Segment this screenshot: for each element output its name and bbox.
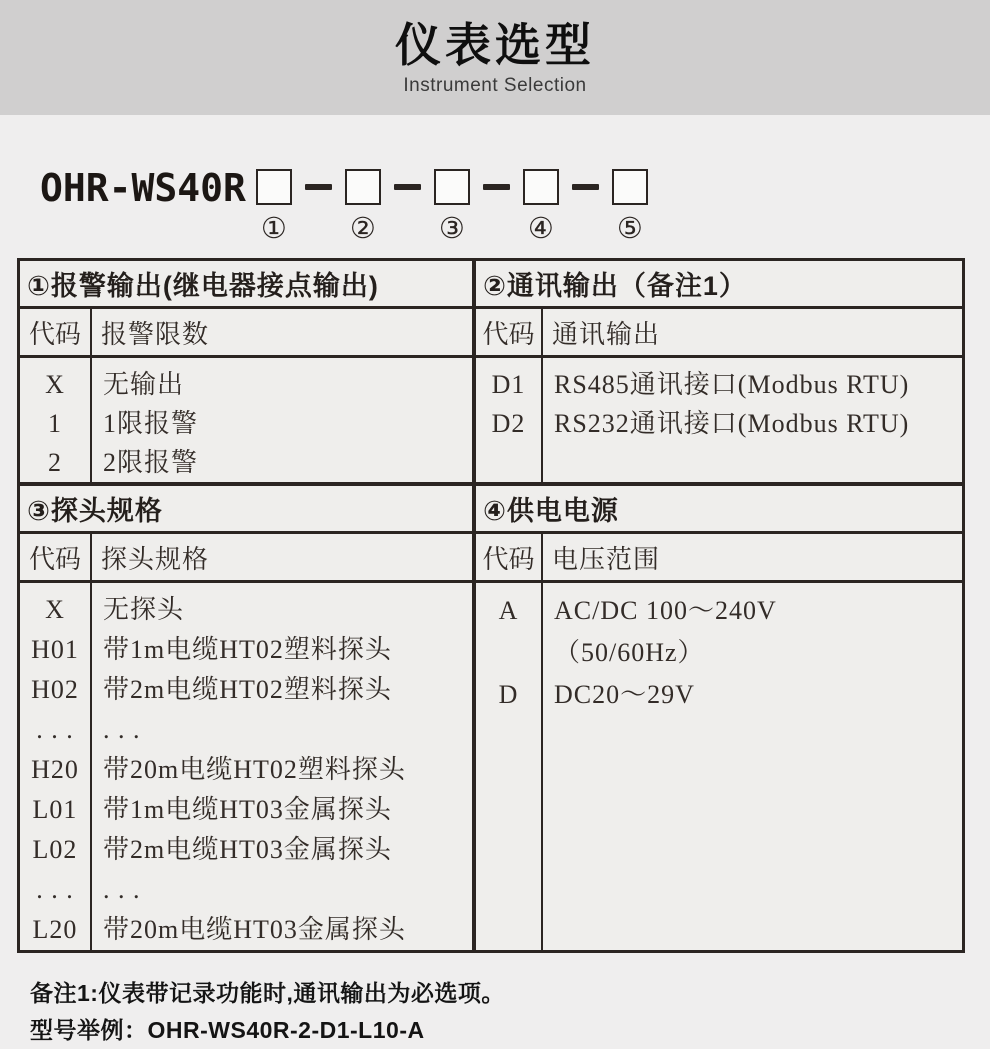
model-box-unit-2 xyxy=(345,169,381,244)
model-example: 型号举例：OHR-WS40R-2-D1-L10-A xyxy=(30,1017,425,1043)
model-box-unit-5 xyxy=(612,169,648,244)
column-header-desc: 探头规格 xyxy=(101,544,210,574)
subheader-comm xyxy=(476,309,962,358)
model-prefix: OHR-WS40R xyxy=(40,166,246,210)
row-code xyxy=(476,632,541,674)
row-desc: 带1m电缆HT03金属探头 xyxy=(103,795,392,824)
model-box-2 xyxy=(345,169,381,205)
section-header-alarm: ①报警输出(继电器接点输出) xyxy=(20,261,472,309)
footer-notes xyxy=(30,975,990,1049)
dash-separator xyxy=(394,184,421,190)
row-desc: . . . xyxy=(103,875,141,904)
position-label-3: ③ xyxy=(438,213,465,245)
model-box-4 xyxy=(523,169,559,205)
row-code: H02 xyxy=(31,675,79,704)
section-comm-output xyxy=(476,261,962,482)
row-desc: . . . xyxy=(103,715,141,744)
row-code: X xyxy=(45,370,65,399)
row-desc: 无输出 xyxy=(103,370,185,399)
row-desc: DC20～29V xyxy=(554,680,695,709)
page-title: 仪表选型 xyxy=(395,18,595,71)
row-code: D1 xyxy=(491,370,526,399)
position-label-2: ② xyxy=(349,213,376,245)
table-probe-power xyxy=(20,486,962,950)
row-code: A xyxy=(498,596,519,625)
model-box-unit-3 xyxy=(434,169,470,244)
row-code: X xyxy=(45,595,65,624)
rows-probe xyxy=(20,583,472,950)
dash-separator xyxy=(305,184,332,190)
row-desc: 带20m电缆HT03金属探头 xyxy=(103,915,406,944)
model-box-unit-1 xyxy=(256,169,292,244)
section-probe-spec xyxy=(20,486,476,950)
column-header-desc: 报警限数 xyxy=(101,319,210,349)
position-label-1: ① xyxy=(260,213,287,245)
row-desc: AC/DC 100～240V xyxy=(554,596,777,625)
subheader-power xyxy=(476,534,962,583)
page-header xyxy=(0,0,990,115)
dash-separator xyxy=(483,184,510,190)
column-header-desc: 通讯输出 xyxy=(552,319,661,349)
column-header-code: 代码 xyxy=(476,534,543,580)
row-code: . . . xyxy=(36,875,74,904)
section-power-supply xyxy=(476,486,962,950)
rows-alarm xyxy=(20,358,472,482)
row-code: 2 xyxy=(48,448,62,477)
page-subtitle: Instrument Selection xyxy=(403,74,587,96)
section-header-power: ④供电电源 xyxy=(476,486,962,534)
row-desc: （50/60Hz） xyxy=(554,638,705,667)
row-code: L02 xyxy=(32,835,78,864)
row-desc: RS232通讯接口(Modbus RTU) xyxy=(554,409,910,438)
row-code: D2 xyxy=(491,409,526,438)
position-label-5: ⑤ xyxy=(616,213,643,245)
model-box-5 xyxy=(612,169,648,205)
model-box-3 xyxy=(434,169,470,205)
row-desc: 无探头 xyxy=(103,595,185,624)
row-desc: 带2m电缆HT03金属探头 xyxy=(103,835,392,864)
model-box-1 xyxy=(256,169,292,205)
row-desc: 带1m电缆HT02塑料探头 xyxy=(103,635,392,664)
model-box-unit-4 xyxy=(523,169,559,244)
row-code: 1 xyxy=(48,409,62,438)
selection-tables xyxy=(17,258,965,953)
row-desc: 带2m电缆HT02塑料探头 xyxy=(103,675,392,704)
dash-separator xyxy=(572,184,599,190)
subheader-probe xyxy=(20,534,472,583)
row-desc: RS485通讯接口(Modbus RTU) xyxy=(554,370,910,399)
table-alarm-comm xyxy=(20,261,962,486)
note-1: 备注1:仪表带记录功能时,通讯输出为必选项。 xyxy=(30,980,505,1006)
subheader-alarm xyxy=(20,309,472,358)
row-code: L01 xyxy=(32,795,78,824)
section-header-probe: ③探头规格 xyxy=(20,486,472,534)
column-header-code: 代码 xyxy=(20,309,92,355)
row-code: L20 xyxy=(32,915,78,944)
row-desc: 1限报警 xyxy=(103,409,199,438)
section-header-comm: ②通讯输出（备注1） xyxy=(476,261,962,309)
row-code: H20 xyxy=(31,755,79,784)
position-label-4: ④ xyxy=(527,213,554,245)
section-alarm-output xyxy=(20,261,476,482)
row-code: . . . xyxy=(36,715,74,744)
column-header-desc: 电压范围 xyxy=(552,544,661,574)
rows-comm xyxy=(476,358,962,482)
column-header-code: 代码 xyxy=(476,309,543,355)
row-code: D xyxy=(498,680,519,709)
column-header-code: 代码 xyxy=(20,534,92,580)
row-code: H01 xyxy=(31,635,79,664)
rows-power xyxy=(476,583,962,950)
row-desc: 2限报警 xyxy=(103,448,199,477)
row-desc: 带20m电缆HT02塑料探头 xyxy=(103,755,406,784)
model-code-row xyxy=(40,166,990,245)
